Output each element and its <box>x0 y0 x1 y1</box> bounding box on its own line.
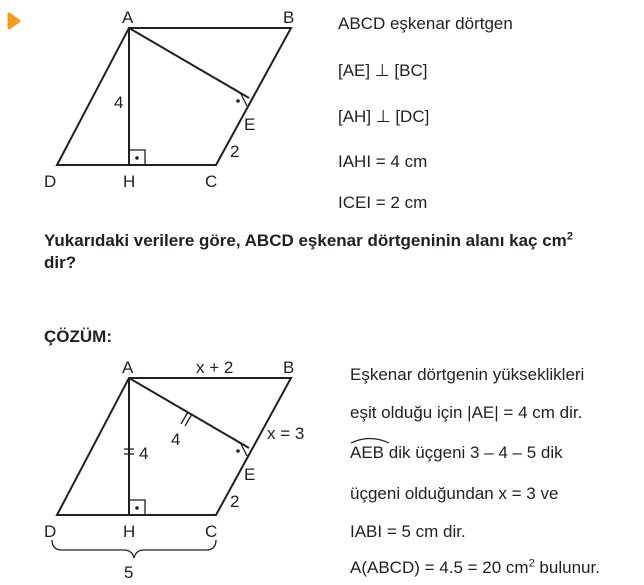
label-b: B <box>283 8 295 27</box>
given-ae-perp-bc: [AE] ⊥ [BC] <box>338 61 428 80</box>
question-sup: 2 <box>566 230 573 243</box>
arc-icon <box>350 436 390 444</box>
question-line2: dir? <box>44 253 77 272</box>
label-e: E <box>244 115 256 134</box>
label-ae-length: 4 <box>171 430 181 449</box>
brace-dc <box>52 540 216 558</box>
label-d-2: D <box>44 522 57 541</box>
label-a: A <box>122 8 134 27</box>
label-ah-length: 4 <box>114 93 124 112</box>
solution-line6-post: bulunur. <box>534 558 600 577</box>
label-ce-length-2: 2 <box>230 492 240 511</box>
given-ce-length: ICEI = 2 cm <box>338 193 428 212</box>
label-d: D <box>44 172 57 191</box>
solution-line6-sup: 2 <box>528 557 535 570</box>
arc-angle-aeb <box>350 443 384 463</box>
label-a-2: A <box>122 358 134 377</box>
solution-line6 <box>350 558 600 578</box>
given-ah-perp-dc: [AH] ⊥ [DC] <box>338 107 430 126</box>
solution-line5: IABI = 5 cm dir. <box>350 522 466 541</box>
arc-label: AEB <box>350 443 385 462</box>
label-h: H <box>123 172 136 191</box>
solution-line3 <box>350 443 563 463</box>
label-ah-length-2: 4 <box>139 444 149 463</box>
label-b-2: B <box>283 358 295 377</box>
label-h-2: H <box>123 522 136 541</box>
solution-line4: üçgeni olduğundan x = 3 ve <box>350 484 559 503</box>
given-ah-length: IAHI = 4 cm <box>338 152 428 171</box>
label-e-2: E <box>244 465 256 484</box>
question-line1: Yukarıdaki verilere göre, ABCD eşkenar dörtgeninin alanı kaç cm <box>44 231 567 250</box>
solution-line3-rest: dik üçgeni 3 – 4 – 5 dik <box>384 443 563 462</box>
label-ab-length: x + 2 <box>196 358 234 377</box>
altitude-ae-solution <box>129 378 249 448</box>
solution-title: ÇÖZÜM: <box>44 327 112 346</box>
label-c: C <box>205 172 218 191</box>
label-dc-length: 5 <box>124 563 134 582</box>
label-be-length: x = 3 <box>267 424 305 443</box>
label-c-2: C <box>205 522 218 541</box>
label-ce-length: 2 <box>230 142 240 161</box>
solution-line1: Eşkenar dörtgenin yükseklikleri <box>350 365 585 384</box>
given-rhombus: ABCD eşkenar dörtgen <box>338 14 513 33</box>
solution-line2: eşit olduğu için |AE| = 4 cm dir. <box>350 403 583 422</box>
solution-line6-pre: A(ABCD) = 4.5 = 20 cm <box>350 558 529 577</box>
